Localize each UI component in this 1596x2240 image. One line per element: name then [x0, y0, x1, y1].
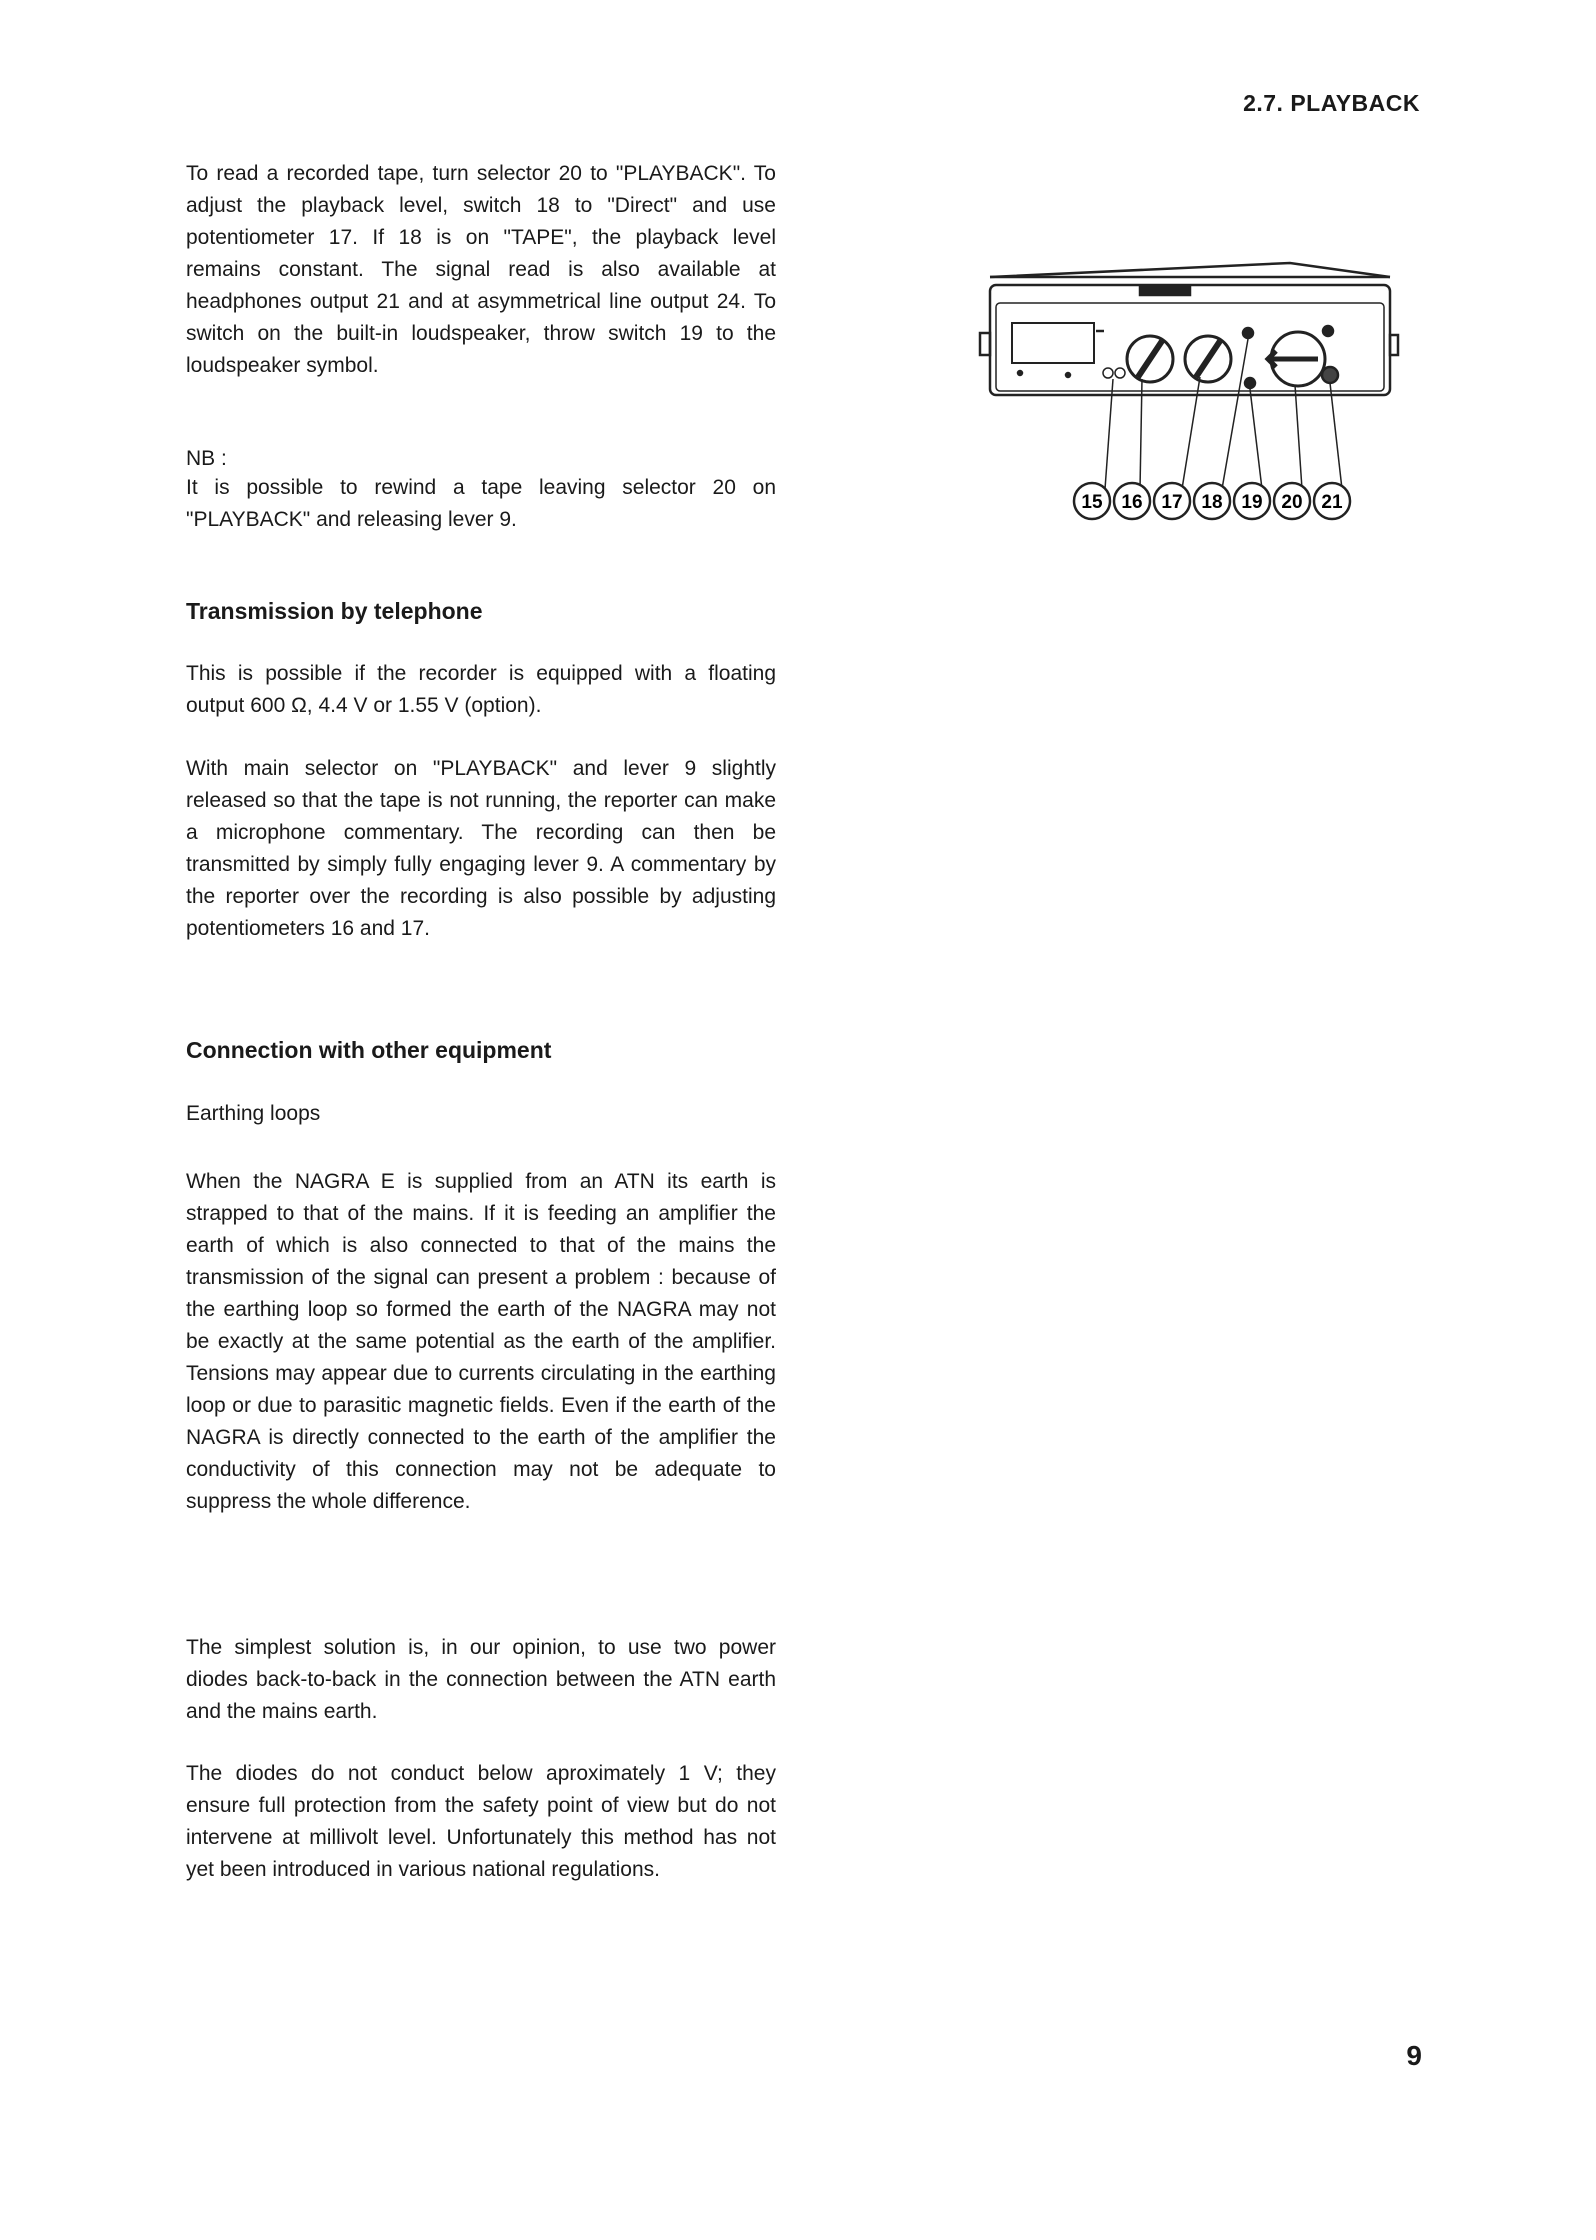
connection-heading: Connection with other equipment: [186, 1037, 552, 1063]
callout-15: [1074, 483, 1110, 519]
recorder-panel-figure: [950, 255, 1440, 525]
top-handle: [1140, 287, 1190, 295]
nb-paragraph: It is possible to rewind a tape leaving selector 20 on "PLAYBACK" and releasing lever 9.: [186, 476, 776, 531]
callout-19: [1234, 483, 1270, 519]
svg-text:20: 20: [1281, 492, 1303, 513]
earthing-paragraph-3: The diodes do not conduct below aproximately 1 V; they ensure full protection from the safety point of view but do not intervene at millivolt level. Unfortunately this method has not yet been introduced in various national regulations.: [186, 1762, 776, 1881]
svg-text:16: 16: [1121, 492, 1143, 513]
callout-17: [1154, 483, 1190, 519]
svg-text:19: 19: [1241, 492, 1263, 513]
nb-label: NB :: [186, 447, 227, 470]
svg-text:15: 15: [1081, 492, 1103, 513]
svg-text:18: 18: [1201, 492, 1223, 513]
callout-16: [1114, 483, 1150, 519]
earthing-paragraph-1: When the NAGRA E is supplied from an ATN its earth is strapped to that of the mains. If it is feeding an amplifier the earth of which is also connected to that of the mains the transmission of the signal can present a problem : because of the earthing loop so formed the earth of the NAGRA may not be exactly at the same potential as the earth of the amplifier. Tensions may appear due to currents circulating in the earthing loop or due to parasitic magnetic fields. Even if the earth of the NAGRA is directly connected to the earth of the amplifier the conductivity of this connection may not be adequate to suppress the whole difference.: [186, 1170, 776, 1513]
callout-20: [1274, 483, 1310, 519]
svg-text:21: 21: [1321, 492, 1343, 513]
callout-18: [1194, 483, 1230, 519]
telephone-paragraph-1: This is possible if the recorder is equipped with a floating output 600 Ω, 4.4 V or 1.55 V (option).: [186, 662, 776, 717]
earthing-paragraph-2: The simplest solution is, in our opinion, to use two power diodes back-to-back in the connection between the ATN earth and the mains earth.: [186, 1636, 776, 1723]
section-header: 2.7. PLAYBACK: [1243, 90, 1420, 116]
telephone-paragraph-2: With main selector on "PLAYBACK" and lever 9 slightly released so that the tape is not running, the reporter can make a microphone commentary. The recording can then be transmitted by simply fully engaging lever 9. A commentary by the reporter over the recording is also possible by adjusting potentiometers 16 and 17.: [186, 757, 776, 940]
telephone-heading: Transmission by telephone: [186, 598, 483, 624]
svg-text:17: 17: [1161, 492, 1183, 513]
callout-21: [1314, 483, 1350, 519]
page-number: 9: [1406, 2040, 1422, 2071]
intro-paragraph: To read a recorded tape, turn selector 20 to "PLAYBACK". To adjust the playback level, switch 18 to "Direct" and use potentiometer 17. If 18 is on "TAPE", the playback level remains constant. The signal read is also available at headphones output 21 and at asymmetrical line output 24. To switch on the built-in loudspeaker, throw switch 19 to the loudspeaker symbol.: [186, 162, 776, 377]
earthing-subheading: Earthing loops: [186, 1102, 321, 1125]
